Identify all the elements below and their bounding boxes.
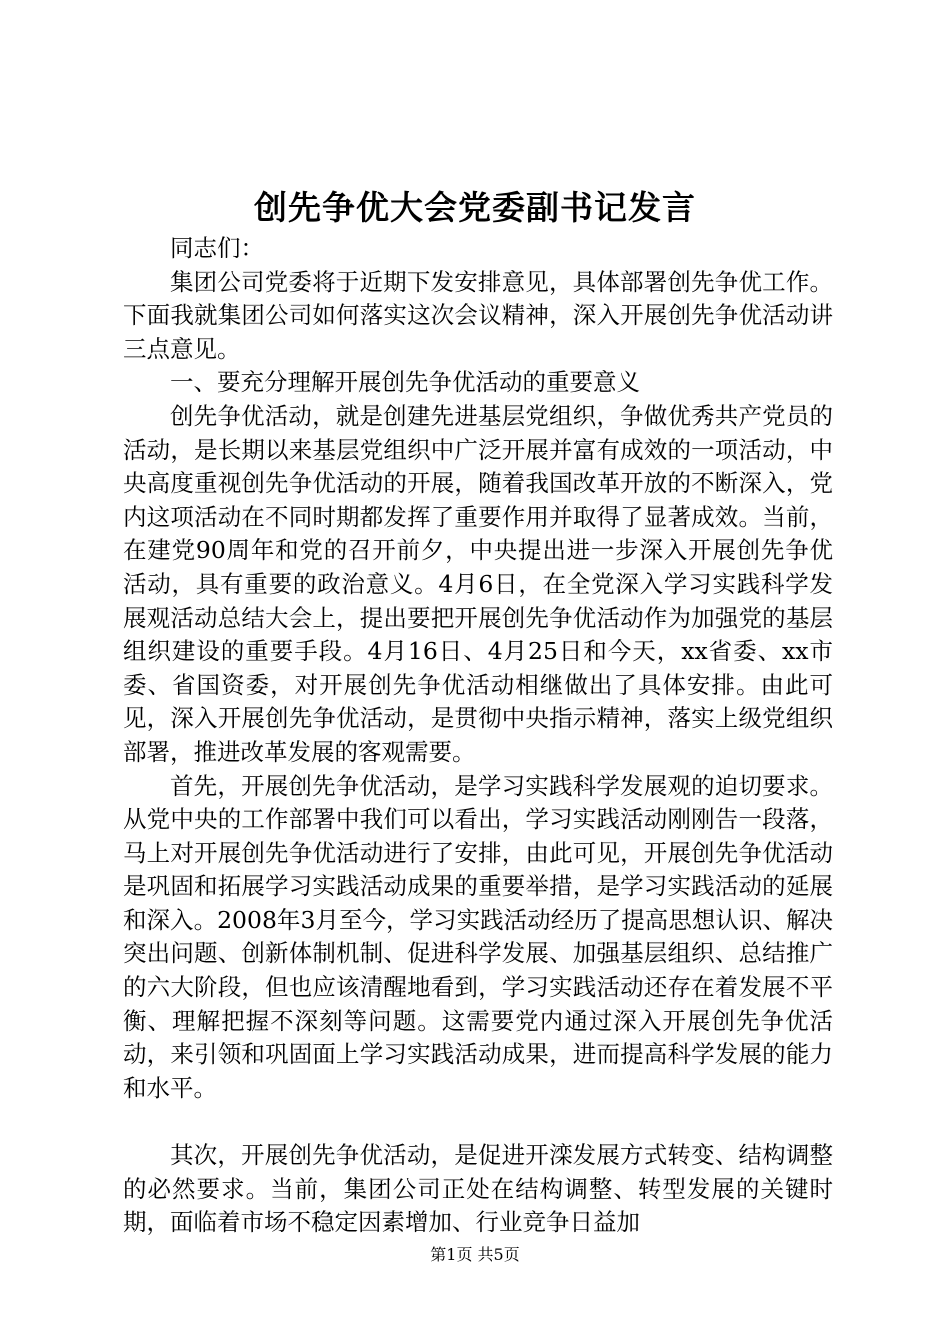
section-heading: 一、要充分理解开展创先争优活动的重要意义 xyxy=(170,368,640,397)
greeting: 同志们： xyxy=(170,234,264,262)
paragraph: 创先争优活动，就是创建先进基层党组织，争做优秀共产党员的活动，是长期以来基层党组织中广泛开展并富有成效的一项活动，中央高度重视创先争优活动的开展，随着我国改革开放的不断深入，党内这项活动在不同时期都发挥了重要作用并取得了显著成效。当前，在建党90周年和党的召开前夕，中央提出进一步深入开展创先争优活动，具有重要的政治意义。4月6日，在全党深入学习实践科学发展观活动总结大会上，提出要把开展创先争优活动作为加强党的基层组织建设的重要手段。4月16日、4月25日和今天，xx省委、xx市委、省国资委，对开展创先争优活动相继做出了具体安排。由此可见，深入开展创先争优活动，是贯彻中央指示精神，落实上级党组织部署，推进改革发展的客观需要。 xyxy=(123,401,833,766)
paragraph-spacer xyxy=(123,1105,833,1139)
document-title: 创先争优大会党委副书记发言 xyxy=(254,188,696,227)
document-body xyxy=(123,232,833,1240)
page-footer: 第1页 共5页 xyxy=(430,1245,520,1264)
paragraph: 其次，开展创先争优活动，是促进开滦发展方式转变、结构调整的必然要求。当前，集团公司正处在结构调整、转型发展的关键时期，面临着市场不稳定因素增加、行业竞争日益加 xyxy=(123,1141,833,1237)
paragraph: 集团公司党委将于近期下发安排意见，具体部署创先争优工作。下面我就集团公司如何落实这次会议精神，深入开展创先争优活动讲三点意见。 xyxy=(123,267,833,363)
paragraph: 首先，开展创先争优活动，是学习实践科学发展观的迫切要求。从党中央的工作部署中我们可以看出，学习实践活动刚刚告一段落，马上对开展创先争优活动进行了安排，由此可见，开展创先争优活动是巩固和拓展学习实践活动成果的重要举措，是学习实践活动的延展和深入。2008年3月至今，学习实践活动经历了提高思想认识、解决突出问题、创新体制机制、促进科学发展、加强基层组织、总结推广的六大阶段，但也应该清醒地看到，学习实践活动还存在着发展不平衡、理解把握不深刻等问题。这需要党内通过深入开展创先争优活动，来引领和巩固面上学习实践活动成果，进而提高科学发展的能力和水平。 xyxy=(123,771,833,1102)
